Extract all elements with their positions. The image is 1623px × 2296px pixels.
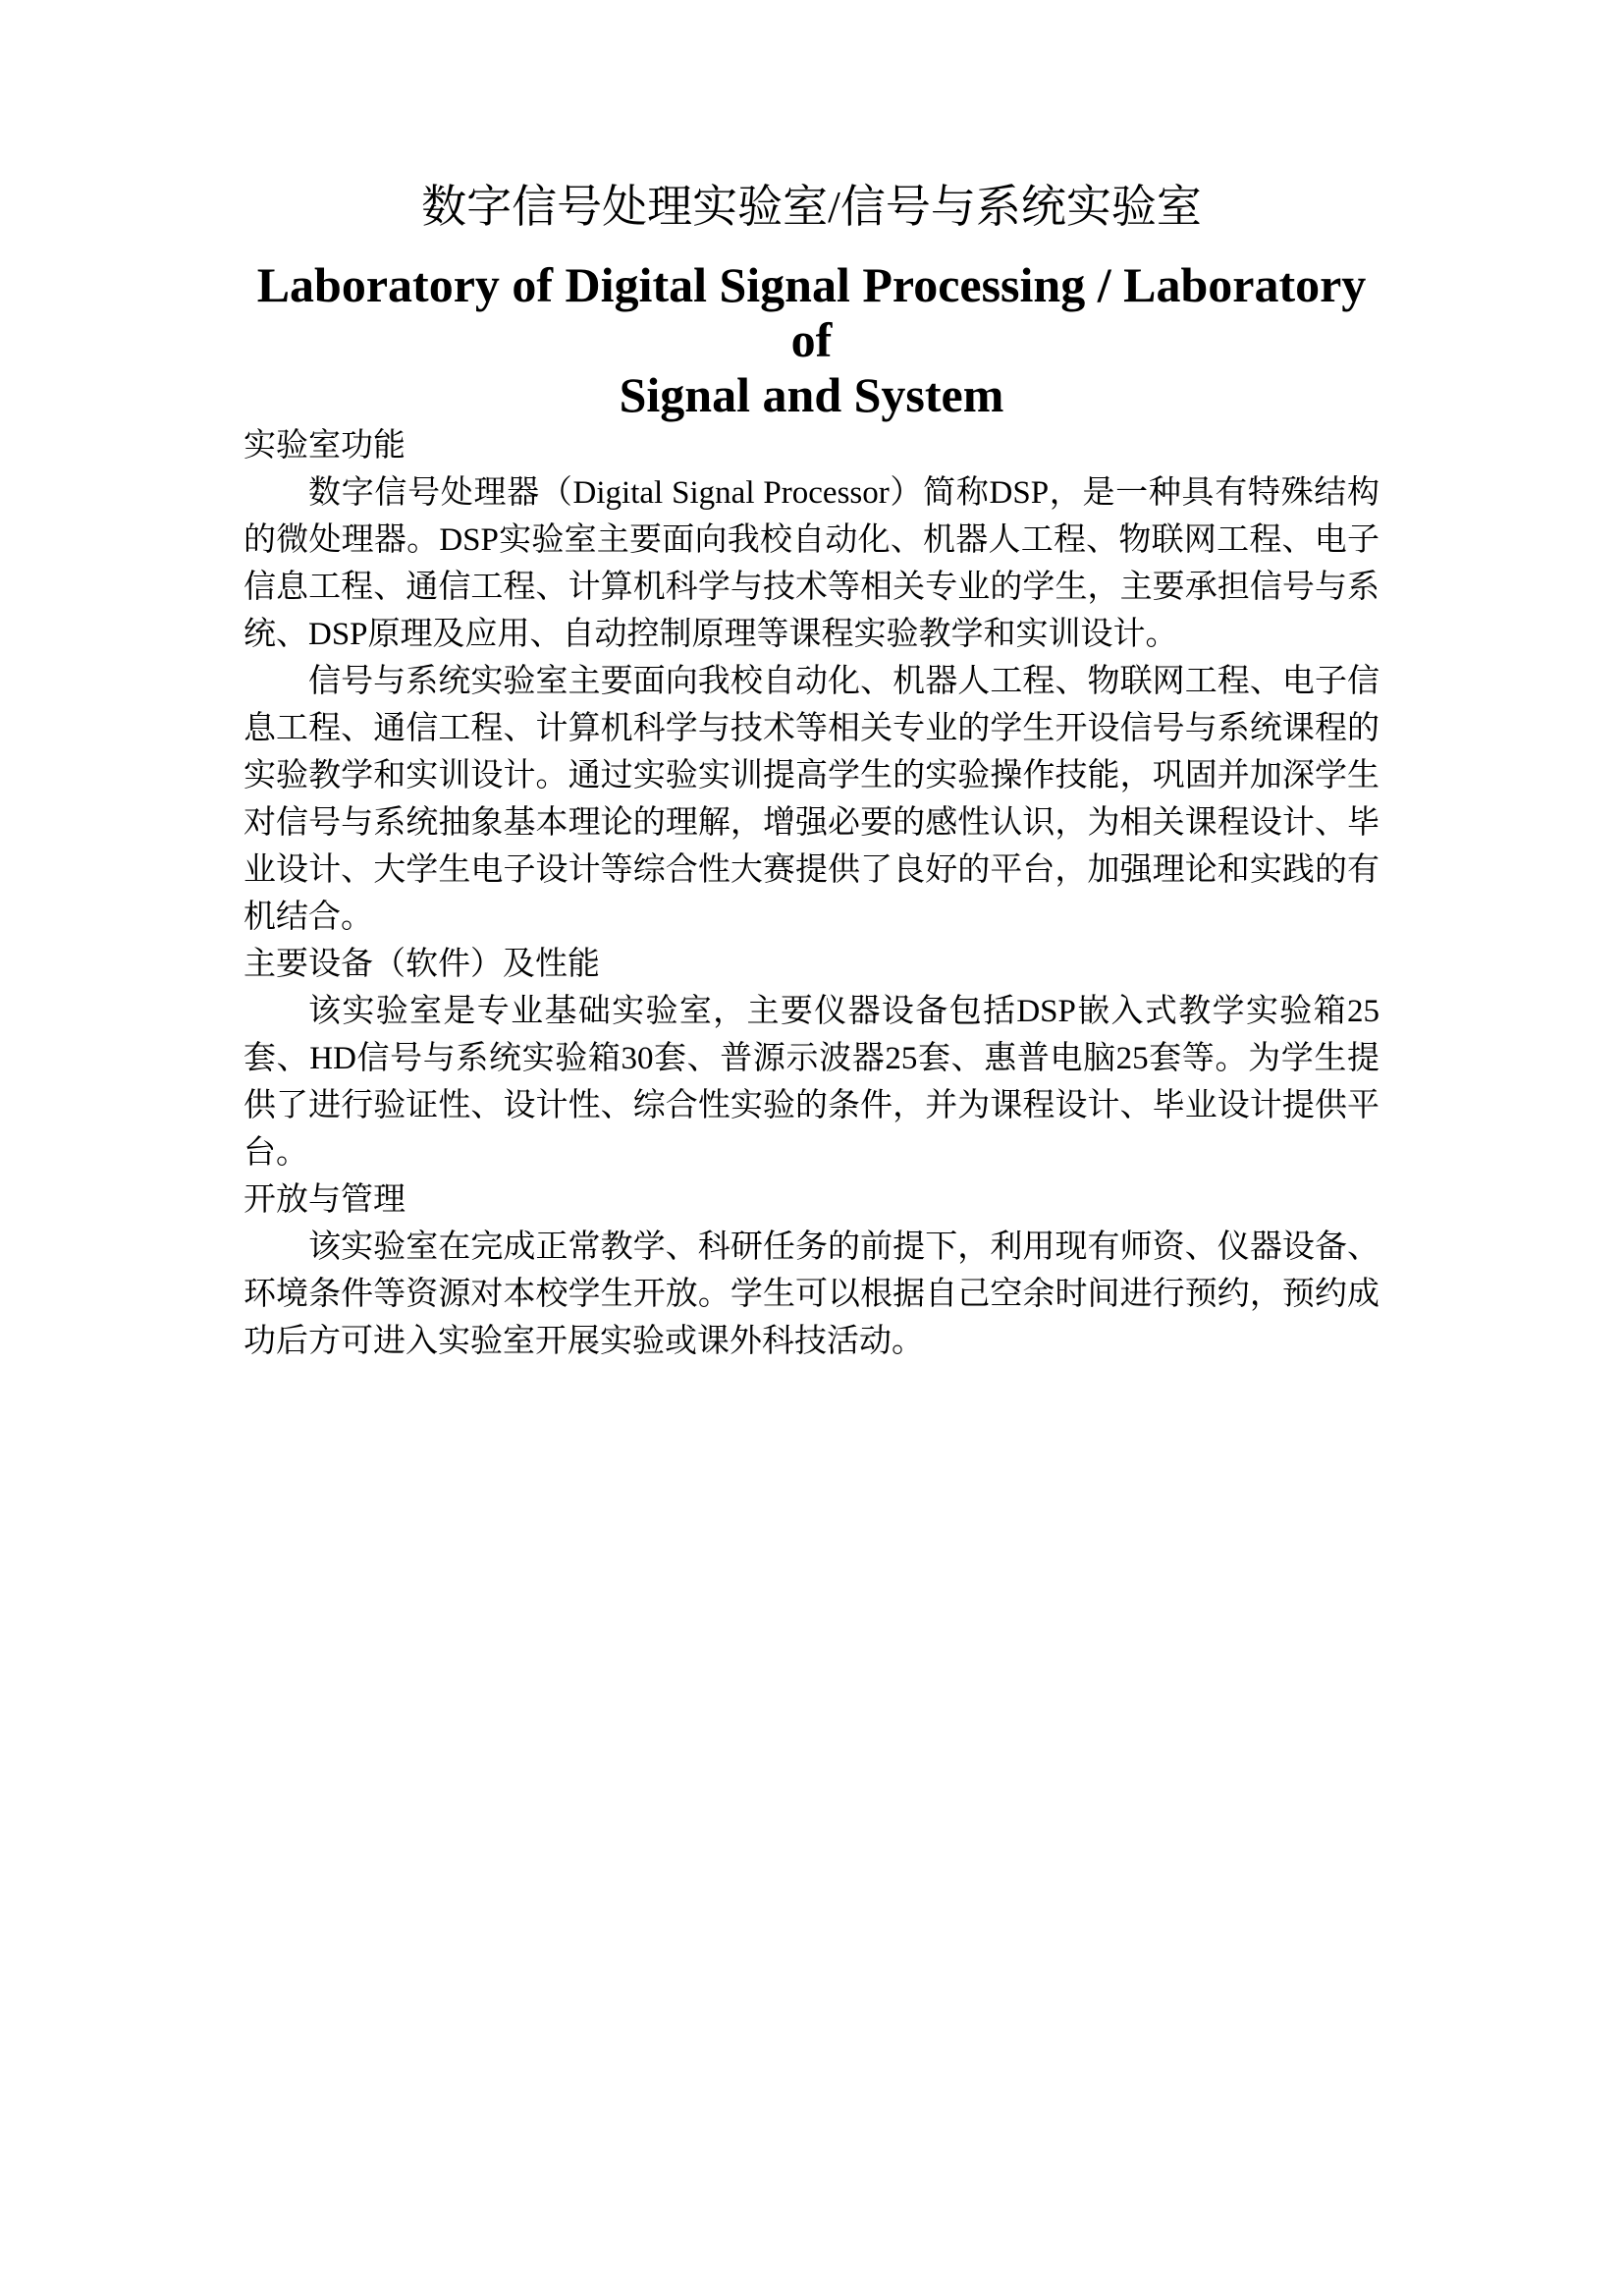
section-heading-equipment: 主要设备（软件）及性能	[243, 947, 600, 982]
paragraph-signal-system-lab-intro: 信号与系统实验室主要面向我校自动化、机器人工程、物联网工程、电子信息工程、通信工程、计算机科学与技术等相关专业的学生开设信号与系统课程的实验教学和实训设计。通过实验实训提高学生的实验操作技能，巩固并加深学生对信号与系统抽象基本理论的理解，增强必要的感性认识，为相关课程设计、毕业设计、大学生电子设计等综合性大赛提供了良好的平台，加强理论和实践的有机结合。	[243, 664, 1380, 935]
paragraph-open-management-details: 该实验室在完成正常教学、科研任务的前提下，利用现有师资、仪器设备、环境条件等资源对本校学生开放。学生可以根据自己空余时间进行预约，预约成功后方可进入实验室开展实验或课外科技活动。	[243, 1230, 1380, 1359]
paragraph-dsp-lab-intro: 数字信号处理器（Digital Signal Processor）简称DSP，是一种具有特殊结构的微处理器。DSP实验室主要面向我校自动化、机器人工程、物联网工程、电子信息工程、通信工程、计算机科学与技术等相关专业的学生，主要承担信号与系统、DSP原理及应用、自动控制原理等课程实验教学和实训设计。	[243, 475, 1380, 652]
title-english-line1: Laboratory of Digital Signal Processing / Laboratory of	[256, 257, 1367, 367]
document-body	[243, 422, 1380, 1365]
section-heading-open-management: 开放与管理	[243, 1182, 406, 1218]
section-heading-lab-functions: 实验室功能	[243, 428, 406, 464]
document-title-chinese: 数字信号处理实验室/信号与系统实验室	[421, 182, 1202, 232]
document-title-english	[243, 257, 1380, 422]
paragraph-equipment-details: 该实验室是专业基础实验室，主要仪器设备包括DSP嵌入式教学实验箱25套、HD信号与系统实验箱30套、普源示波器25套、惠普电脑25套等。为学生提供了进行验证性、设计性、综合性实验的条件，并为课程设计、毕业设计提供平台。	[243, 994, 1380, 1171]
title-english-line2: Signal and System	[619, 367, 1004, 422]
